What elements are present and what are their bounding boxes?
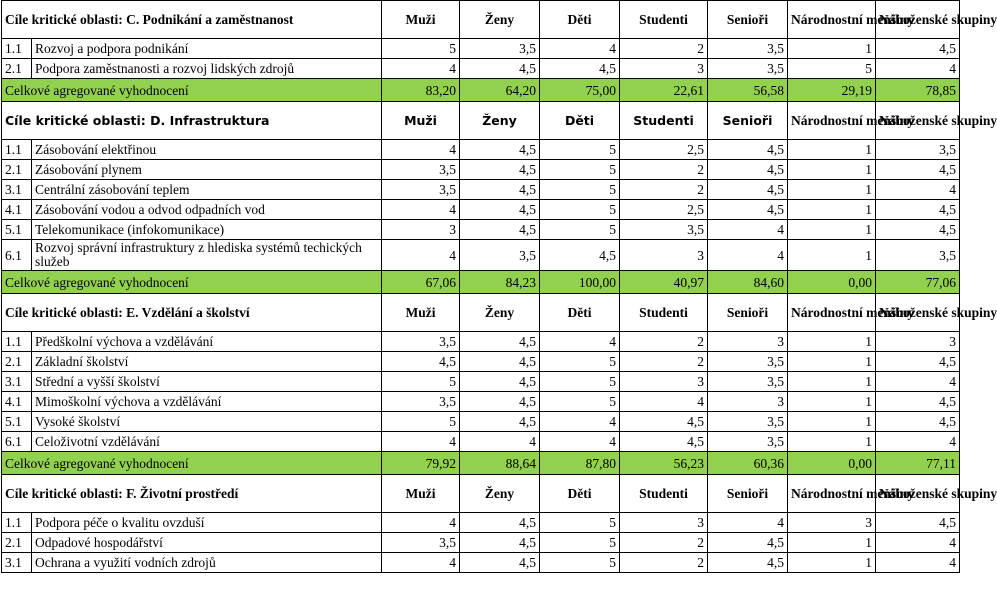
row-code: 1.1 bbox=[2, 332, 32, 352]
section-header-row bbox=[2, 294, 960, 332]
row-value: 3 bbox=[620, 59, 708, 79]
row-value: 1 bbox=[788, 553, 876, 573]
criteria-table bbox=[1, 0, 997, 573]
row-value: 5 bbox=[540, 533, 620, 553]
row-value: 2 bbox=[620, 39, 708, 59]
column-header: Ženy bbox=[460, 294, 540, 332]
row-value: 3,5 bbox=[382, 533, 460, 553]
aggregate-value: 67,06 bbox=[382, 271, 460, 294]
row-label: Telekomunikace (infokomunikace) bbox=[32, 220, 382, 240]
table-row bbox=[2, 392, 960, 412]
row-value: 5 bbox=[540, 160, 620, 180]
row-value: 4,5 bbox=[460, 513, 540, 533]
row-value: 1 bbox=[788, 332, 876, 352]
aggregate-value: 77,06 bbox=[876, 271, 960, 294]
column-header: Muži bbox=[382, 102, 460, 140]
row-label: Zásobování elektřinou bbox=[32, 140, 382, 160]
table-row bbox=[2, 59, 960, 79]
table-row bbox=[2, 160, 960, 180]
row-code: 2.1 bbox=[2, 533, 32, 553]
column-header: Národnostní menšiny bbox=[788, 294, 876, 332]
column-header: Senioři bbox=[708, 475, 788, 513]
row-value: 3 bbox=[708, 332, 788, 352]
row-value: 3,5 bbox=[382, 180, 460, 200]
row-label: Centrální zásobování teplem bbox=[32, 180, 382, 200]
row-value: 4 bbox=[876, 59, 960, 79]
column-header: Muži bbox=[382, 294, 460, 332]
row-value: 4 bbox=[708, 220, 788, 240]
row-value: 3,5 bbox=[382, 160, 460, 180]
row-code: 4.1 bbox=[2, 200, 32, 220]
row-value: 4,5 bbox=[876, 352, 960, 372]
row-code: 1.1 bbox=[2, 39, 32, 59]
aggregate-row bbox=[2, 271, 960, 294]
row-value: 5 bbox=[540, 372, 620, 392]
row-value: 3 bbox=[788, 513, 876, 533]
row-code: 5.1 bbox=[2, 412, 32, 432]
aggregate-label: Celkové agregované vyhodnocení bbox=[2, 79, 382, 102]
aggregate-value: 0,00 bbox=[788, 271, 876, 294]
row-value: 4,5 bbox=[382, 352, 460, 372]
row-value: 4 bbox=[876, 553, 960, 573]
row-code: 3.1 bbox=[2, 553, 32, 573]
row-value: 1 bbox=[788, 160, 876, 180]
column-header: Senioři bbox=[708, 294, 788, 332]
row-value: 3,5 bbox=[382, 332, 460, 352]
row-value: 5 bbox=[540, 180, 620, 200]
table-row bbox=[2, 432, 960, 452]
column-header: Ženy bbox=[460, 475, 540, 513]
table-row bbox=[2, 332, 960, 352]
row-value: 4 bbox=[382, 553, 460, 573]
row-value: 5 bbox=[540, 352, 620, 372]
row-value: 3,5 bbox=[708, 412, 788, 432]
row-value: 3 bbox=[620, 372, 708, 392]
row-label: Střední a vyšší školství bbox=[32, 372, 382, 392]
aggregate-value: 84,60 bbox=[708, 271, 788, 294]
column-header: Studenti bbox=[620, 1, 708, 39]
column-header: Ženy bbox=[460, 102, 540, 140]
row-value: 4,5 bbox=[708, 553, 788, 573]
column-header: Studenti bbox=[620, 294, 708, 332]
row-label: Rozvoj a podpora podnikání bbox=[32, 39, 382, 59]
table-row bbox=[2, 140, 960, 160]
row-code: 6.1 bbox=[2, 432, 32, 452]
aggregate-value: 75,00 bbox=[540, 79, 620, 102]
column-header: Děti bbox=[540, 294, 620, 332]
row-value: 3,5 bbox=[708, 39, 788, 59]
row-value: 4 bbox=[460, 432, 540, 452]
row-value: 4 bbox=[382, 432, 460, 452]
row-value: 3,5 bbox=[708, 59, 788, 79]
row-value: 4,5 bbox=[708, 180, 788, 200]
row-code: 4.1 bbox=[2, 392, 32, 412]
row-value: 4,5 bbox=[876, 160, 960, 180]
column-header: Děti bbox=[540, 102, 620, 140]
aggregate-value: 87,80 bbox=[540, 452, 620, 475]
aggregate-value: 22,61 bbox=[620, 79, 708, 102]
row-value: 1 bbox=[788, 240, 876, 271]
row-value: 3,5 bbox=[708, 352, 788, 372]
row-code: 2.1 bbox=[2, 160, 32, 180]
row-value: 4,5 bbox=[876, 513, 960, 533]
row-value: 3,5 bbox=[460, 39, 540, 59]
column-header: Senioři bbox=[708, 102, 788, 140]
row-value: 4,5 bbox=[876, 392, 960, 412]
row-value: 4,5 bbox=[708, 200, 788, 220]
aggregate-value: 40,97 bbox=[620, 271, 708, 294]
column-header: Ženy bbox=[460, 1, 540, 39]
row-value: 5 bbox=[540, 220, 620, 240]
aggregate-value: 29,19 bbox=[788, 79, 876, 102]
row-value: 4 bbox=[708, 240, 788, 271]
row-code: 2.1 bbox=[2, 59, 32, 79]
row-value: 3,5 bbox=[460, 240, 540, 271]
row-label: Zásobování vodou a odvod odpadních vod bbox=[32, 200, 382, 220]
column-header: Muži bbox=[382, 1, 460, 39]
row-value: 2 bbox=[620, 533, 708, 553]
row-value: 4 bbox=[382, 513, 460, 533]
row-value: 4,5 bbox=[460, 332, 540, 352]
row-value: 4,5 bbox=[620, 412, 708, 432]
row-value: 4,5 bbox=[708, 160, 788, 180]
aggregate-value: 88,64 bbox=[460, 452, 540, 475]
section-header-row bbox=[2, 102, 960, 140]
row-value: 1 bbox=[788, 392, 876, 412]
row-code: 1.1 bbox=[2, 140, 32, 160]
row-value: 4 bbox=[382, 59, 460, 79]
row-label: Předškolní výchova a vzdělávání bbox=[32, 332, 382, 352]
row-value: 5 bbox=[382, 372, 460, 392]
column-header: Náboženské skupiny bbox=[876, 475, 960, 513]
row-value: 4,5 bbox=[876, 412, 960, 432]
column-header: Senioři bbox=[708, 1, 788, 39]
section-title: Cíle kritické oblasti: C. Podnikání a zaměstnanost bbox=[2, 1, 382, 39]
row-value: 4 bbox=[540, 412, 620, 432]
row-value: 4 bbox=[540, 432, 620, 452]
table-row bbox=[2, 180, 960, 200]
row-code: 1.1 bbox=[2, 513, 32, 533]
row-value: 4 bbox=[540, 39, 620, 59]
table-row bbox=[2, 39, 960, 59]
row-code: 6.1 bbox=[2, 240, 32, 271]
aggregate-value: 56,58 bbox=[708, 79, 788, 102]
row-value: 4,5 bbox=[876, 200, 960, 220]
aggregate-value: 100,00 bbox=[540, 271, 620, 294]
section-header-row bbox=[2, 475, 960, 513]
row-value: 5 bbox=[382, 39, 460, 59]
row-value: 4,5 bbox=[460, 352, 540, 372]
row-label: Vysoké školství bbox=[32, 412, 382, 432]
row-value: 1 bbox=[788, 372, 876, 392]
row-value: 4 bbox=[382, 240, 460, 271]
row-value: 2 bbox=[620, 160, 708, 180]
row-value: 2,5 bbox=[620, 140, 708, 160]
row-label: Podpora zaměstnanosti a rozvoj lidských zdrojů bbox=[32, 59, 382, 79]
section-title: Cíle kritické oblasti: D. Infrastruktura bbox=[2, 102, 382, 140]
table-row bbox=[2, 220, 960, 240]
column-header: Děti bbox=[540, 1, 620, 39]
row-value: 3,5 bbox=[708, 372, 788, 392]
table-row bbox=[2, 200, 960, 220]
aggregate-value: 56,23 bbox=[620, 452, 708, 475]
row-value: 2 bbox=[620, 352, 708, 372]
row-value: 1 bbox=[788, 533, 876, 553]
row-label: Základní školství bbox=[32, 352, 382, 372]
row-value: 1 bbox=[788, 352, 876, 372]
row-value: 3,5 bbox=[708, 432, 788, 452]
row-value: 1 bbox=[788, 412, 876, 432]
row-value: 4 bbox=[876, 180, 960, 200]
aggregate-value: 0,00 bbox=[788, 452, 876, 475]
row-value: 3 bbox=[876, 332, 960, 352]
row-code: 5.1 bbox=[2, 220, 32, 240]
row-value: 4,5 bbox=[876, 220, 960, 240]
row-value: 4,5 bbox=[460, 553, 540, 573]
row-label: Zásobování plynem bbox=[32, 160, 382, 180]
row-code: 3.1 bbox=[2, 372, 32, 392]
row-value: 2 bbox=[620, 180, 708, 200]
row-value: 4,5 bbox=[460, 220, 540, 240]
row-value: 4,5 bbox=[540, 240, 620, 271]
row-value: 5 bbox=[788, 59, 876, 79]
row-value: 4,5 bbox=[708, 533, 788, 553]
row-value: 4 bbox=[382, 200, 460, 220]
row-value: 1 bbox=[788, 220, 876, 240]
row-value: 4,5 bbox=[460, 160, 540, 180]
row-value: 5 bbox=[540, 392, 620, 412]
aggregate-value: 64,20 bbox=[460, 79, 540, 102]
row-value: 4,5 bbox=[460, 140, 540, 160]
row-value: 4,5 bbox=[460, 533, 540, 553]
section-title: Cíle kritické oblasti: E. Vzdělání a školství bbox=[2, 294, 382, 332]
column-header: Náboženské skupiny bbox=[876, 102, 960, 140]
table-row bbox=[2, 553, 960, 573]
aggregate-row bbox=[2, 79, 960, 102]
row-value: 4 bbox=[876, 533, 960, 553]
column-header: Národnostní menšiny bbox=[788, 102, 876, 140]
row-value: 1 bbox=[788, 39, 876, 59]
aggregate-value: 84,23 bbox=[460, 271, 540, 294]
column-header: Náboženské skupiny bbox=[876, 1, 960, 39]
row-value: 5 bbox=[540, 140, 620, 160]
row-value: 4 bbox=[620, 392, 708, 412]
table-row bbox=[2, 372, 960, 392]
column-header: Studenti bbox=[620, 102, 708, 140]
row-value: 3,5 bbox=[876, 240, 960, 271]
column-header: Muži bbox=[382, 475, 460, 513]
row-value: 3 bbox=[382, 220, 460, 240]
row-value: 4 bbox=[876, 432, 960, 452]
row-label: Podpora péče o kvalitu ovzduší bbox=[32, 513, 382, 533]
row-value: 1 bbox=[788, 180, 876, 200]
row-value: 1 bbox=[788, 432, 876, 452]
criteria-table-body bbox=[2, 1, 997, 573]
row-label: Odpadové hospodářství bbox=[32, 533, 382, 553]
aggregate-value: 83,20 bbox=[382, 79, 460, 102]
aggregate-label: Celkové agregované vyhodnocení bbox=[2, 271, 382, 294]
row-value: 4,5 bbox=[460, 412, 540, 432]
row-value: 3 bbox=[708, 392, 788, 412]
row-value: 4,5 bbox=[460, 392, 540, 412]
row-value: 4 bbox=[708, 513, 788, 533]
column-header: Národnostní menšiny bbox=[788, 1, 876, 39]
row-value: 1 bbox=[788, 200, 876, 220]
row-value: 4,5 bbox=[460, 372, 540, 392]
aggregate-value: 79,92 bbox=[382, 452, 460, 475]
row-value: 4,5 bbox=[460, 200, 540, 220]
row-value: 4,5 bbox=[876, 39, 960, 59]
column-header: Studenti bbox=[620, 475, 708, 513]
aggregate-value: 60,36 bbox=[708, 452, 788, 475]
row-value: 3,5 bbox=[876, 140, 960, 160]
table-row bbox=[2, 352, 960, 372]
row-code: 3.1 bbox=[2, 180, 32, 200]
table-row bbox=[2, 533, 960, 553]
row-value: 4 bbox=[382, 140, 460, 160]
table-row bbox=[2, 513, 960, 533]
row-value: 1 bbox=[788, 140, 876, 160]
row-value: 3 bbox=[620, 240, 708, 271]
row-value: 3,5 bbox=[382, 392, 460, 412]
row-value: 4 bbox=[876, 372, 960, 392]
row-value: 2 bbox=[620, 332, 708, 352]
table-row bbox=[2, 240, 960, 271]
section-header-row bbox=[2, 1, 960, 39]
column-header: Náboženské skupiny bbox=[876, 294, 960, 332]
aggregate-value: 77,11 bbox=[876, 452, 960, 475]
row-value: 3,5 bbox=[620, 220, 708, 240]
row-label: Ochrana a využití vodních zdrojů bbox=[32, 553, 382, 573]
row-value: 5 bbox=[540, 200, 620, 220]
aggregate-label: Celkové agregované vyhodnocení bbox=[2, 452, 382, 475]
row-value: 2,5 bbox=[620, 200, 708, 220]
row-value: 4,5 bbox=[708, 140, 788, 160]
row-value: 4,5 bbox=[460, 59, 540, 79]
row-value: 5 bbox=[540, 553, 620, 573]
row-value: 3 bbox=[620, 513, 708, 533]
row-code: 2.1 bbox=[2, 352, 32, 372]
aggregate-value: 78,85 bbox=[876, 79, 960, 102]
row-value: 4 bbox=[540, 332, 620, 352]
column-header: Národnostní menšiny bbox=[788, 475, 876, 513]
row-value: 4,5 bbox=[540, 59, 620, 79]
row-value: 5 bbox=[382, 412, 460, 432]
row-label: Celoživotní vzdělávání bbox=[32, 432, 382, 452]
row-label: Rozvoj správní infrastruktury z hlediska systémů techických služeb bbox=[32, 240, 382, 271]
section-title: Cíle kritické oblasti: F. Životní prostředí bbox=[2, 475, 382, 513]
aggregate-row bbox=[2, 452, 960, 475]
row-value: 2 bbox=[620, 553, 708, 573]
row-value: 5 bbox=[540, 513, 620, 533]
row-value: 4,5 bbox=[620, 432, 708, 452]
row-value: 4,5 bbox=[460, 180, 540, 200]
row-label: Mimoškolní výchova a vzdělávání bbox=[32, 392, 382, 412]
table-row bbox=[2, 412, 960, 432]
column-header: Děti bbox=[540, 475, 620, 513]
